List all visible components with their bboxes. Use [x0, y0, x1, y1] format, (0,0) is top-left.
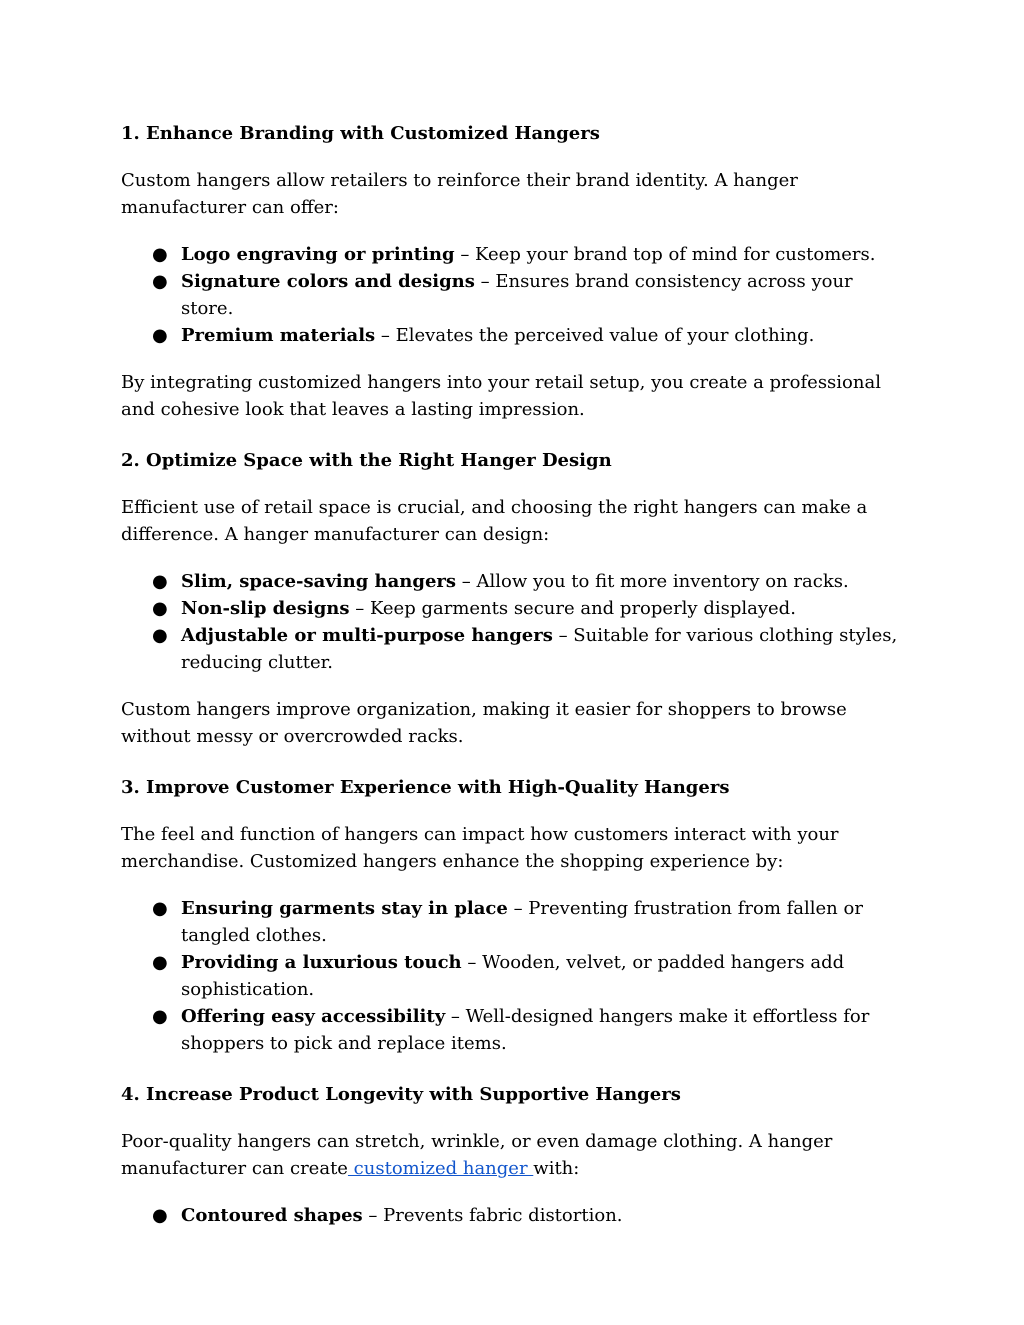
bullet-term: Adjustable or multi-purpose hangers [181, 625, 553, 646]
list-item [121, 622, 909, 676]
section-2-heading: 2. Optimize Space with the Right Hanger Design [121, 450, 612, 471]
section-4-intro [121, 1128, 909, 1182]
bullet-term: Premium materials [181, 325, 376, 346]
section-2-intro: Efficient use of retail space is crucial, and choosing the right hangers can make a difference. A hanger manufacturer can design: [121, 497, 868, 545]
bullet-term: Providing a luxurious touch [181, 952, 462, 973]
bullet-text: – Keep garments secure and properly displayed. [349, 598, 796, 619]
bullet-icon: ● [152, 244, 168, 265]
bullet-term: Contoured shapes [181, 1205, 363, 1226]
section-1-heading: 1. Enhance Branding with Customized Hangers [121, 123, 600, 144]
bullet-text: – Elevates the perceived value of your clothing. [375, 325, 815, 346]
intro-text: Poor-quality hangers can stretch, wrinkle, or even damage clothing. A hanger manufacturer can create [121, 1131, 833, 1179]
list-item [121, 949, 909, 1003]
section-2-outro: Custom hangers improve organization, making it easier for shoppers to browse without messy or overcrowded racks. [121, 699, 847, 747]
bullet-icon: ● [152, 325, 168, 346]
bullet-icon: ● [152, 625, 168, 646]
customized-hanger-link[interactable]: customized hanger [347, 1158, 534, 1179]
bullet-text: – Preventing frustration from fallen or tangled clothes. [181, 898, 863, 946]
section-3-heading: 3. Improve Customer Experience with High-Quality Hangers [121, 777, 730, 798]
list-item [121, 595, 909, 622]
section-1-intro: Custom hangers allow retailers to reinforce their brand identity. A hanger manufacturer can offer: [121, 170, 798, 218]
bullet-icon: ● [152, 571, 168, 592]
section-3-list [121, 895, 909, 1057]
bullet-icon: ● [152, 1205, 168, 1226]
section-4-list [121, 1202, 909, 1229]
bullet-text: – Keep your brand top of mind for customers. [454, 244, 876, 265]
bullet-term: Logo engraving or printing [181, 244, 455, 265]
intro-text-end: with: [533, 1158, 580, 1179]
section-2-list [121, 568, 909, 676]
bullet-text: – Suitable for various clothing styles, reducing clutter. [181, 625, 898, 673]
section-1-outro: By integrating customized hangers into your retail setup, you create a professional and cohesive look that leaves a lasting impression. [121, 372, 881, 420]
section-4-heading: 4. Increase Product Longevity with Supportive Hangers [121, 1084, 681, 1105]
bullet-term: Offering easy accessibility [181, 1006, 446, 1027]
bullet-text: – Well-designed hangers make it effortless for shoppers to pick and replace items. [181, 1006, 870, 1054]
bullet-icon: ● [152, 598, 168, 619]
bullet-icon: ● [152, 952, 168, 973]
bullet-term: Non-slip designs [181, 598, 350, 619]
section-1-list [121, 241, 909, 349]
bullet-icon: ● [152, 271, 168, 292]
list-item [121, 322, 909, 349]
section-3-intro: The feel and function of hangers can impact how customers interact with your merchandise. Customized hangers enhance the shopping experience by: [121, 824, 839, 872]
bullet-text: – Prevents fabric distortion. [362, 1205, 623, 1226]
list-item [121, 1003, 909, 1057]
bullet-icon: ● [152, 1006, 168, 1027]
list-item [121, 895, 909, 949]
bullet-term: Signature colors and designs [181, 271, 475, 292]
bullet-text: – Wooden, velvet, or padded hangers add sophistication. [181, 952, 845, 1000]
bullet-term: Ensuring garments stay in place [181, 898, 508, 919]
list-item [121, 268, 909, 322]
bullet-icon: ● [152, 898, 168, 919]
list-item [121, 1202, 909, 1229]
list-item [121, 241, 909, 268]
bullet-term: Slim, space-saving hangers [181, 571, 457, 592]
list-item [121, 568, 909, 595]
bullet-text: – Ensures brand consistency across your store. [181, 271, 853, 319]
bullet-text: – Allow you to fit more inventory on racks. [456, 571, 849, 592]
